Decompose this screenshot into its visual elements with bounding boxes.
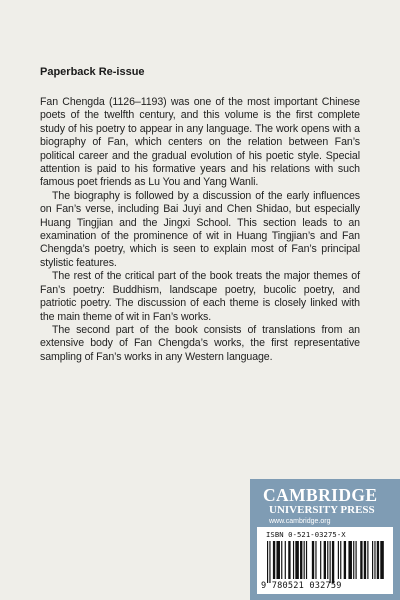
blurb-paragraph-3: The rest of the critical part of the book treats the major themes of Fan’s poetry: Buddhism, landscape poetry, bucolic poetry, and patriotic poetry. The discussion of each theme is closely linked with the main theme of wit in Fan’s works. <box>40 270 360 323</box>
barcode-box <box>257 527 393 594</box>
blurb-paragraph-4: The second part of the book consists of translations from an extensive body of Fan Chengda’s works, the first representative sampling of Fan’s works in any Western language. <box>40 323 360 363</box>
barcode-digits: 9 780521 032759 <box>261 581 342 591</box>
publisher-subtitle: UNIVERSITY PRESS <box>269 504 375 516</box>
publisher-name: CAMBRIDGE <box>263 485 378 505</box>
blurb-paragraph-1: Fan Chengda (1126–1193) was one of the most important Chinese poets of the twelfth century, and this volume is the first complete study of his poetry to appear in any language. The work opens with a biography of Fan, which centers on the relation between Fan’s political career and the gradual evolution of his poetic style. Special attention is paid to his formative years and his relations with such famous poet friends as Lu You and Yang Wanli. <box>40 96 360 189</box>
blurb-heading: Paperback Re-issue <box>40 66 145 78</box>
barcode-icon <box>267 541 385 583</box>
blurb <box>40 66 360 364</box>
blurb-paragraph-2: The biography is followed by a discussion of the early influences on Fan’s verse, including Bai Juyi and Chen Shidao, but especially Huang Tingjian and the Jingxi School. This section leads to an examination of the prominence of wit in Huang Tingjian’s and Fan Chengda’s poetry, which is seen to explain most of Fan’s principal stylistic features. <box>40 189 360 269</box>
isbn-label: ISBN 0-521-03275-X <box>266 530 346 539</box>
publisher-url: www.cambridge.org <box>269 518 331 525</box>
